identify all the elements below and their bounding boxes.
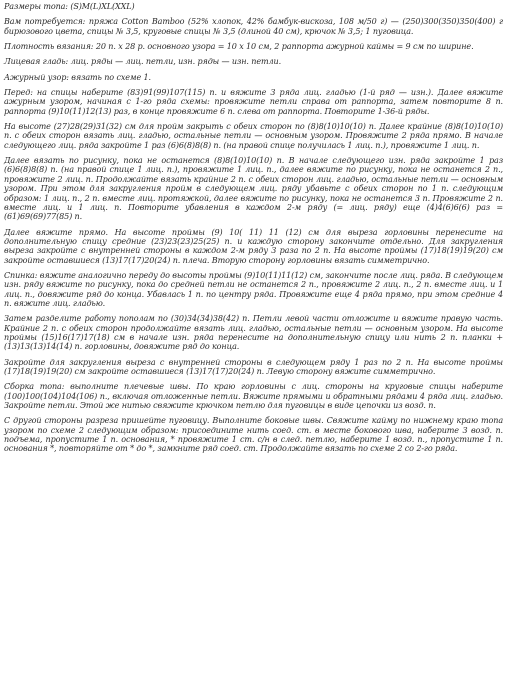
sizes-paragraph: Размеры топа: (S)M(L)XL(XXL) (4, 2, 135, 11)
materials-paragraph: Вам потребуется: пряжа Cotton Bamboo (52% хлопок, 42% бамбук-вискоза, 108 м/50 г) — (250)300(350)350(400) г бирюзового цвета, спицы № 3,5, круговые спицы № 3,5 (длиной 40 см), крючок № 3,5; 1 пуговица. (4, 17, 503, 36)
armhole-shaping-paragraph: Далее вязать по рисунку, пока не останется (8)8(10)10(10) п. В начале следующего изн. ряда закройте 1 раз (6)6(8)8(8) п. (на правой спице 1 лиц. п.), провяжите 1 лиц. п., далее вяжите по рисунку, пока не останется 2 п., провяжите 2 лиц. п. Продолжайте вязать крайние 2 п. с обеих сторон лиц. гладью, остальные петли — основным узором. При этом для закругления пройм в следующем лиц. ряду убавьте с обеих сторон по 1 п. следующим образом: 1 лиц. п., 2 п. вместе лиц. протяжкой, далее вяжите по рисунку, пока не останется 3 п. Провяжите 2 п. вместе лиц. и 1 лиц. п. Повторите убавления в каждом 2-м ряду (= лиц. ряду) еще (4)4(6)6(6) раз = (61)69(69)77(85) п. (4, 156, 503, 222)
front-paragraph: Перед: на спицы наберите (83)91(99)107(115) п. и вяжите 3 ряда лиц. гладью (1-й ряд — изн.). Далее вяжите ажурным узором, начиная с 1-го ряда схемы: провяжите петли справа от раппорта, затем повторите 8 п. раппорта (9)10(11)12(13) раз, в конце провяжите 6 п. слева от раппорта. Повторите 1-36-й ряды. (4, 88, 503, 116)
neckline-paragraph: Далее вяжите прямо. На высоте проймы (9) 10( 11) 11 (12) см для выреза горловины перенесите на дополнительную спицу средние (23)23(23)25(25) п. и каждую сторону закончите отдельно. Для закругления выреза закройте с внутренней стороны в каждом 2-м ряду 3 раза по 2 п. На высоте проймы (17)18(19)19(20) см закройте оставшиеся (13)17(17)20(24) п. плеча. Вторую сторону горловины вязать симметрично. (4, 227, 503, 265)
assembly-paragraph: Сборка топа: выполните плечевые швы. По краю горловины с лиц. стороны на круговые спицы наберите (100)100(104)104(106) п., включая отложенные петли. Вяжите прямыми и обратными рядами 4 ряда лиц. гладью. Закройте петли. Этой же нитью свяжите крючком петлю для пуговицы в виде цепочки из возд. п. (4, 382, 503, 411)
stockinette-paragraph: Лицевая гладь: лиц. ряды — лиц. петли, изн. ряды — изн. петли. (4, 57, 282, 67)
back-paragraph: Спинка: вяжите аналогично переду до высоты проймы (9)10(11)11(12) см, закончите после лиц. ряда. В следующем изн. ряду вяжите по рисунку, пока до средней петли не останется 2 п., провяжите 2 лиц. п., 2 п. вместе лиц. и 1 лиц. п., довяжите ряд до конца. Убавлась 1 п. по центру ряда. Провяжите еще 4 ряда прямо, при этом средние 4 п. вяжите лиц. гладью. (4, 270, 503, 308)
armhole-paragraph: На высоте (27)28(29)31(32) см для пройм закрыть с обеих сторон по (8)8(10)10(10) п. Далее крайние (8)8(10)10(10) п. с обеих сторон вязать лиц. гладью, остальные петли — основным узором. Провяжите 2 ряда прямо. В начале следующего лиц. ряда закройте 1 раз (6)6(8)8(8) п. (на правой спице получилась 1 лиц. п.), провяжите 1 лиц. п. (4, 122, 503, 150)
back-neck-paragraph: Закройте для закругления выреза с внутренней стороны в следующем ряду 1 раз по 2 п. На высоте проймы (17)18(19)19(20) см закройте оставшиеся (13)17(17)20(24) п. Левую сторону вяжите симметрично. (4, 357, 503, 376)
lace-pattern-paragraph: Ажурный узор: вязать по схеме 1. (4, 72, 151, 82)
edging-paragraph: С другой стороны разреза пришейте пуговицу. Выполните боковые швы. Свяжите кайму по нижнему краю топа узором по схеме 2 следующим образом: присоедините нить соед. ст. в месте бокового шва, наберите 3 возд. п. подъема, пропустите 1 п. основания, * провяжите 1 ст. с/н в след. петлю, наберите 1 возд. п., пропустите 1 п. основания *, повторяйте от * до *, замкните ряд соед. ст. Продолжайте вязать по схеме 2 со 2-го ряда. (4, 416, 503, 454)
back-split-paragraph: Затем разделите работу пополам по (30)34(34)38(42) п. Петли левой части отложите и вяжите правую часть. Крайние 2 п. с обеих сторон продолжайте вязать лиц. гладью, остальные петли — основным узором. На высоте проймы (15)16(17)17(18) см в начале изн. ряда перенесите на дополнительную спицу или нить 2 п. планки + (13)13(13)14(14) п. горловины, довяжите ряд до конца. (4, 314, 503, 352)
gauge-paragraph: Плотность вязания: 20 п. х 28 р. основного узора = 10 х 10 см, 2 раппорта ажурной каймы = 9 см по ширине. (4, 42, 474, 52)
